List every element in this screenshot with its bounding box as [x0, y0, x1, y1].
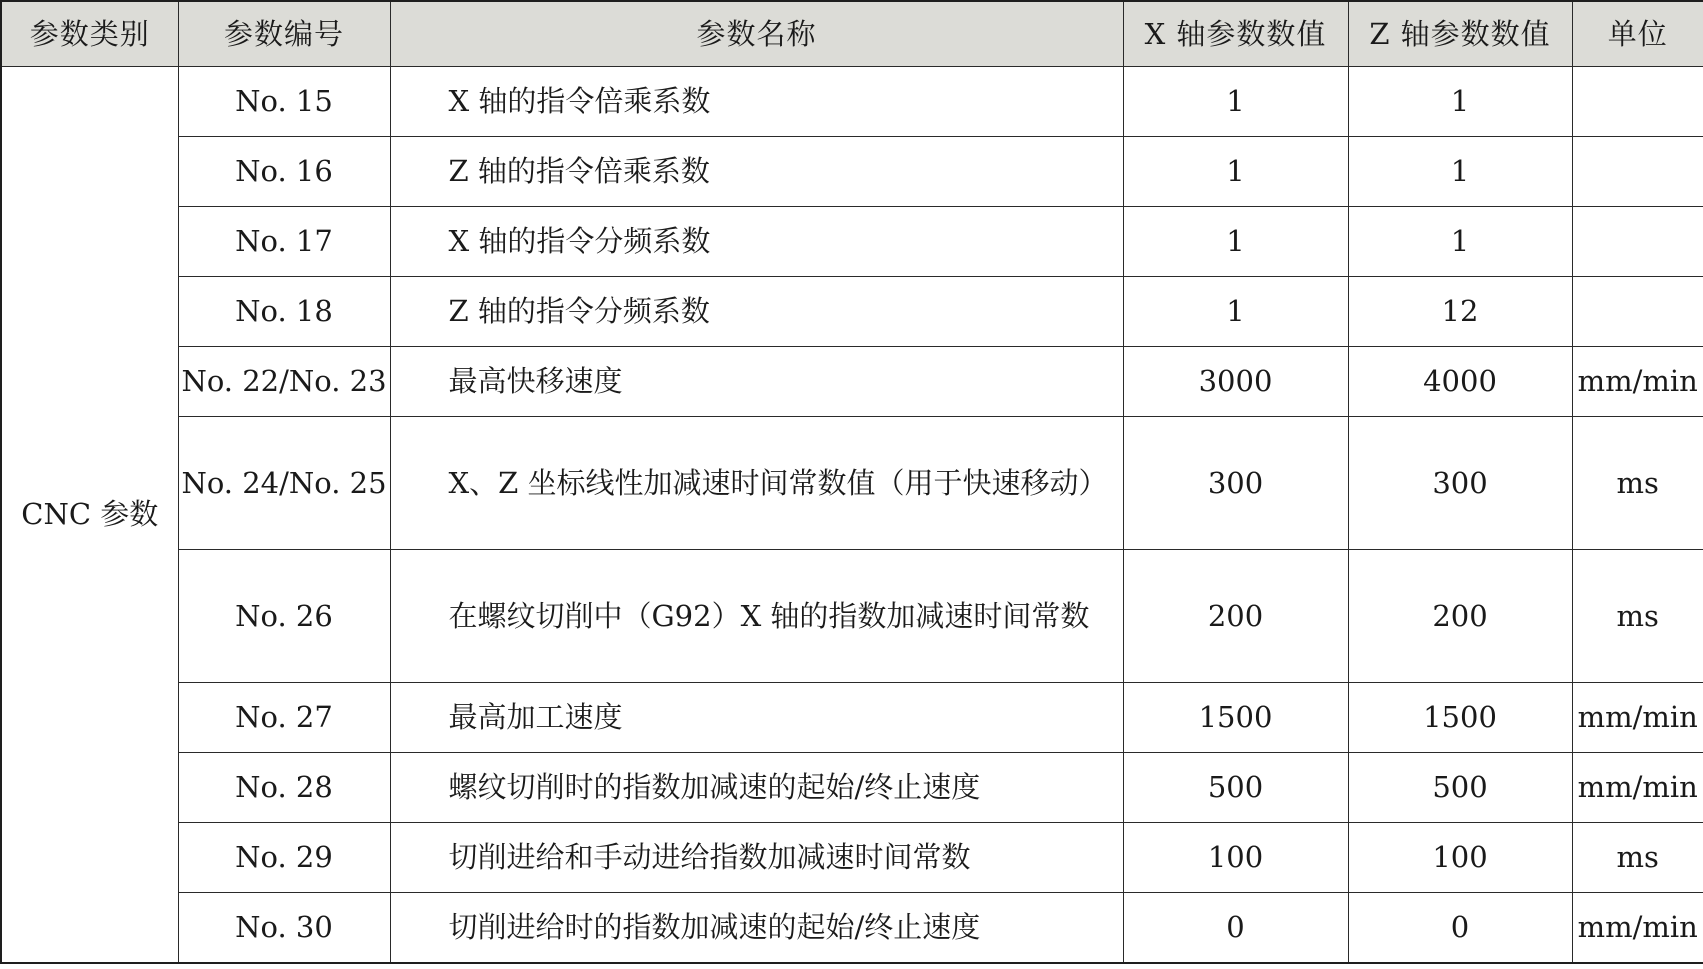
param-number-cell: No. 17: [178, 207, 390, 277]
z-value-cell: 500: [1348, 752, 1572, 822]
param-number-cell: No. 16: [178, 137, 390, 207]
param-number-cell: No. 18: [178, 277, 390, 347]
z-value-cell: 200: [1348, 549, 1572, 682]
unit-cell: ms: [1572, 417, 1703, 550]
x-value-cell: 1: [1123, 207, 1348, 277]
param-number-cell: No. 28: [178, 752, 390, 822]
unit-cell: [1572, 207, 1703, 277]
param-number-cell: No. 26: [178, 549, 390, 682]
z-value-cell: 1: [1348, 137, 1572, 207]
x-value-cell: 1500: [1123, 682, 1348, 752]
x-value-cell: 1: [1123, 137, 1348, 207]
table-row: [1, 67, 1703, 137]
x-value-cell: 1: [1123, 277, 1348, 347]
unit-cell: mm/min: [1572, 347, 1703, 417]
x-value-cell: 300: [1123, 417, 1348, 550]
param-name-cell: Z 轴的指令分频系数: [390, 277, 1123, 347]
x-value-cell: 1: [1123, 67, 1348, 137]
param-name-cell: 最高快移速度: [390, 347, 1123, 417]
x-value-cell: 0: [1123, 892, 1348, 963]
header-param-number: 参数编号: [178, 1, 390, 67]
unit-cell: [1572, 67, 1703, 137]
x-value-cell: 500: [1123, 752, 1348, 822]
table-row: [1, 207, 1703, 277]
header-z-value: Z 轴参数数值: [1348, 1, 1572, 67]
param-name-cell: X 轴的指令倍乘系数: [390, 67, 1123, 137]
x-value-cell: 200: [1123, 549, 1348, 682]
param-name-cell: X 轴的指令分频系数: [390, 207, 1123, 277]
z-value-cell: 0: [1348, 892, 1572, 963]
unit-cell: mm/min: [1572, 752, 1703, 822]
table-row: [1, 417, 1703, 550]
param-number-cell: No. 15: [178, 67, 390, 137]
unit-cell: [1572, 137, 1703, 207]
header-category: 参数类别: [1, 1, 178, 67]
x-value-cell: 3000: [1123, 347, 1348, 417]
table-row: [1, 822, 1703, 892]
z-value-cell: 300: [1348, 417, 1572, 550]
x-value-cell: 100: [1123, 822, 1348, 892]
unit-cell: [1572, 277, 1703, 347]
z-value-cell: 12: [1348, 277, 1572, 347]
param-name-cell: 在螺纹切削中（G92）X 轴的指数加减速时间常数: [390, 549, 1123, 682]
unit-cell: mm/min: [1572, 682, 1703, 752]
header-unit: 单位: [1572, 1, 1703, 67]
param-number-cell: No. 29: [178, 822, 390, 892]
table-row: [1, 347, 1703, 417]
unit-cell: ms: [1572, 549, 1703, 682]
category-cell: CNC 参数: [1, 67, 178, 964]
param-name-cell: 切削进给时的指数加减速的起始/终止速度: [390, 892, 1123, 963]
param-name-cell: 最高加工速度: [390, 682, 1123, 752]
table-row: [1, 277, 1703, 347]
header-row: [1, 1, 1703, 67]
param-name-cell: 螺纹切削时的指数加减速的起始/终止速度: [390, 752, 1123, 822]
param-number-cell: No. 22/No. 23: [178, 347, 390, 417]
param-number-cell: No. 27: [178, 682, 390, 752]
table-row: [1, 892, 1703, 963]
unit-cell: mm/min: [1572, 892, 1703, 963]
table-row: [1, 549, 1703, 682]
z-value-cell: 1: [1348, 207, 1572, 277]
z-value-cell: 1: [1348, 67, 1572, 137]
param-number-cell: No. 30: [178, 892, 390, 963]
header-x-value: X 轴参数数值: [1123, 1, 1348, 67]
param-number-cell: No. 24/No. 25: [178, 417, 390, 550]
table-row: [1, 752, 1703, 822]
z-value-cell: 100: [1348, 822, 1572, 892]
header-param-name: 参数名称: [390, 1, 1123, 67]
table-row: [1, 682, 1703, 752]
param-name-cell: Z 轴的指令倍乘系数: [390, 137, 1123, 207]
table-row: [1, 137, 1703, 207]
z-value-cell: 1500: [1348, 682, 1572, 752]
param-name-cell: 切削进给和手动进给指数加减速时间常数: [390, 822, 1123, 892]
unit-cell: ms: [1572, 822, 1703, 892]
z-value-cell: 4000: [1348, 347, 1572, 417]
param-name-cell: X、Z 坐标线性加减速时间常数值（用于快速移动）: [390, 417, 1123, 550]
